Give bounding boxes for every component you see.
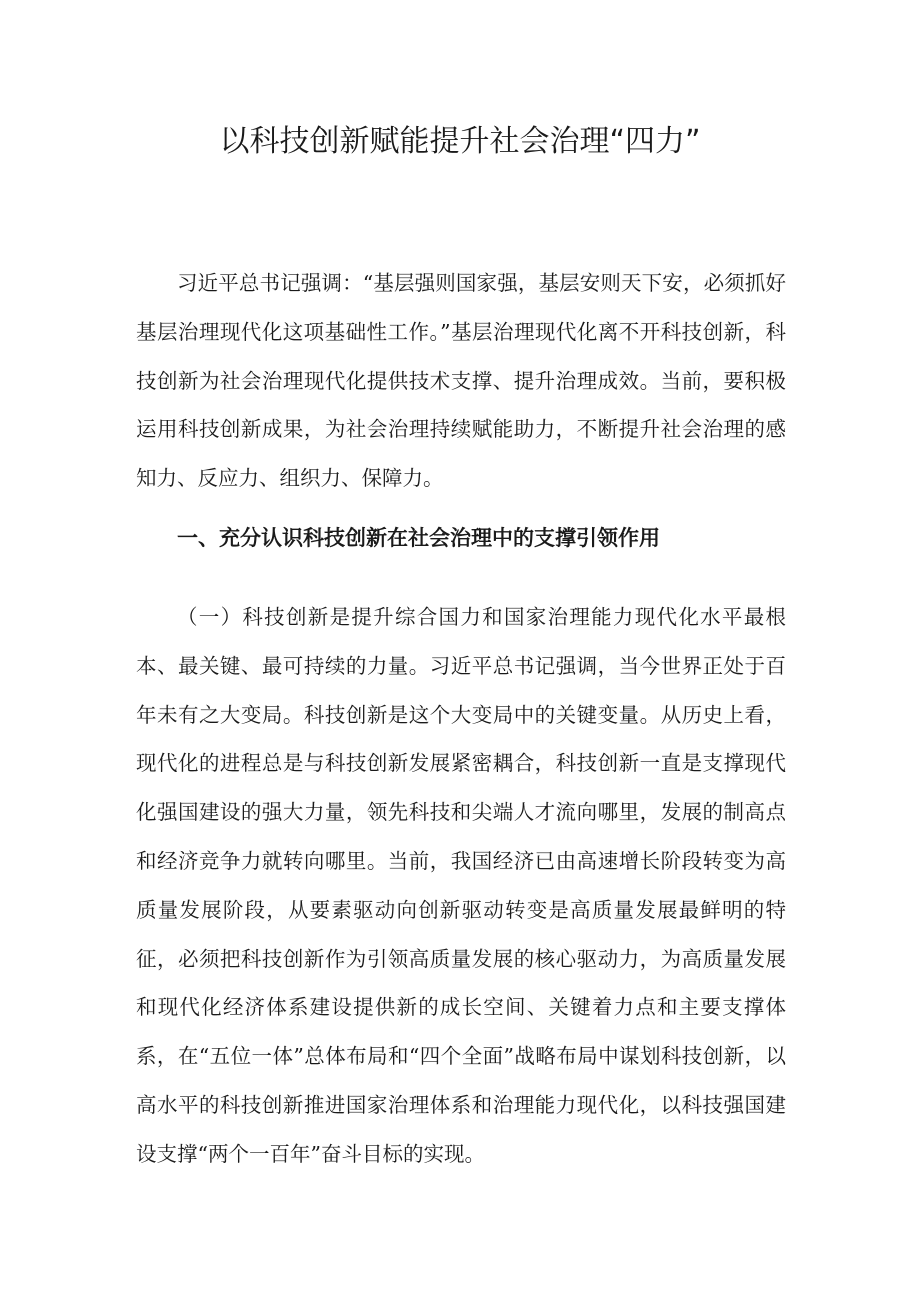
section-1-heading: 一、充分认识科技创新在社会治理中的支撑引领作用 (177, 526, 660, 550)
section-1-paragraph-1: （一）科技创新是提升综合国力和国家治理能力现代化水平最根本、最关键、最可持续的力量。习近平总书记强调，当今世界正处于百年未有之大变局。科技创新是这个大变局中的关键变量。从历史上看，现代化的进程总是与科技创新发展紧密耦合，科技创新一直是支撑现代化强国建设的强大力量，领先科技和尖端人才流向哪里，发展的制高点和经济竞争力就转向哪里。当前，我国经济已由高速增长阶段转变为高质量发展阶段，从要素驱动向创新驱动转变是高质量发展最鲜明的特征，必须把科技创新作为引领高质量发展的核心驱动力，为高质量发展和现代化经济体系建设提供新的成长空间、关键着力点和主要支撑体系，在“五位一体”总体布局和“四个全面”战略布局中谋划科技创新，以高水平的科技创新推进国家治理体系和治理能力现代化，以科技强国建设支撑“两个一百年”奋斗目标的实现。 (136, 605, 786, 1166)
document-title: 以科技创新赋能提升社会治理“四力” (219, 124, 701, 159)
intro-paragraph: 习近平总书记强调：“基层强则国家强，基层安则天下安，必须抓好基层治理现代化这项基础性工作。”基层治理现代化离不开科技创新，科技创新为社会治理现代化提供技术支撑、提升治理成效。当前，要积极运用科技创新成果，为社会治理持续赋能助力，不断提升社会治理的感知力、反应力、组织力、保障力。 (136, 271, 786, 491)
